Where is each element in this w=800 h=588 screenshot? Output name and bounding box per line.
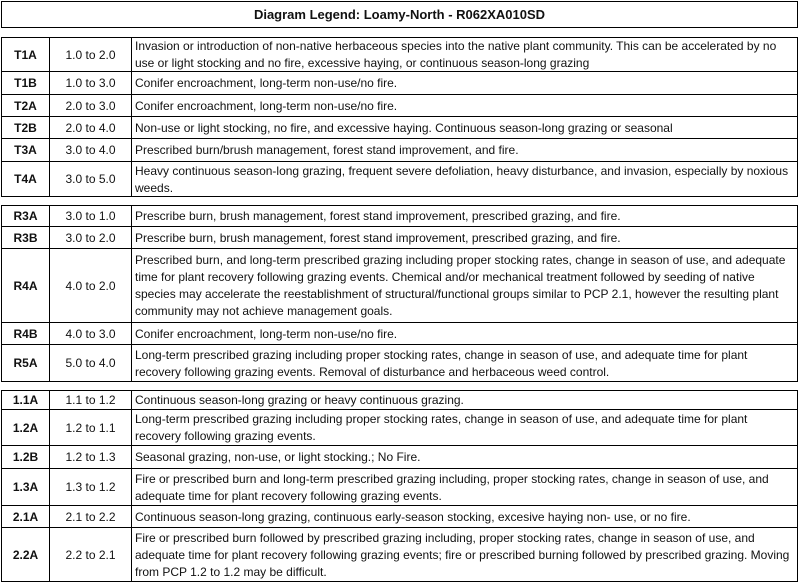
table-row bbox=[2, 469, 797, 506]
table-row bbox=[2, 37, 797, 72]
table-row bbox=[2, 323, 797, 345]
row-description: Long-term prescribed grazing including proper stocking rates, change in season of use, and adequate time for plant recovery following grazing events. bbox=[135, 412, 748, 443]
pathways-group bbox=[1, 390, 798, 582]
row-description: Non-use or light stocking, no fire, and excessive haying. Continuous season-long grazing or seasonal bbox=[135, 120, 673, 135]
row-range: 3.0 to 4.0 bbox=[50, 139, 132, 161]
row-code: 1.2B bbox=[2, 446, 50, 468]
row-range: 1.2 to 1.3 bbox=[50, 446, 132, 468]
row-range: 5.0 to 4.0 bbox=[50, 345, 132, 381]
table-row bbox=[2, 410, 797, 446]
table-row bbox=[2, 95, 797, 117]
row-description: Continuous season-long grazing, continuous early-season stocking, excesive haying non- use, or no fire. bbox=[135, 509, 691, 524]
row-range: 3.0 to 2.0 bbox=[50, 227, 132, 248]
table-row bbox=[2, 446, 797, 469]
table-row bbox=[2, 162, 797, 197]
row-range: 1.2 to 1.1 bbox=[50, 410, 132, 445]
row-range: 2.2 to 2.1 bbox=[50, 528, 132, 581]
row-code: 1.1A bbox=[2, 391, 50, 409]
row-code: T2B bbox=[2, 117, 50, 138]
row-description: Conifer encroachment, long-term non-use/no fire. bbox=[135, 326, 398, 341]
row-code: T1A bbox=[2, 38, 50, 71]
table-row bbox=[2, 528, 797, 582]
row-code: T1B bbox=[2, 72, 50, 94]
table-row bbox=[2, 72, 797, 95]
table-row bbox=[2, 227, 797, 249]
row-range: 1.0 to 2.0 bbox=[50, 38, 132, 71]
table-row bbox=[2, 345, 797, 382]
row-code: 2.1A bbox=[2, 506, 50, 527]
table-row bbox=[2, 506, 797, 528]
row-description: Invasion or introduction of non-native herbaceous species into the native plant community. This can be accelerated by no use or light stocking and no fire, excessive haying, or continuous season-long grazing bbox=[135, 39, 777, 70]
table-row bbox=[2, 117, 797, 139]
row-description: Conifer encroachment, long-term non-use/no fire. bbox=[135, 76, 398, 90]
row-range: 1.0 to 3.0 bbox=[50, 72, 132, 94]
row-range: 3.0 to 5.0 bbox=[50, 162, 132, 196]
row-description: Prescribe burn, brush management, forest stand improvement, prescribed grazing, and fire. bbox=[135, 230, 621, 245]
row-description: Prescribe burn, brush management, forest stand improvement, prescribed grazing, and fire. bbox=[135, 209, 621, 223]
row-code: R5A bbox=[2, 345, 50, 381]
row-code: T2A bbox=[2, 95, 50, 116]
row-code: 1.3A bbox=[2, 469, 50, 505]
table-row bbox=[2, 205, 797, 227]
row-code: R4A bbox=[2, 249, 50, 322]
row-code: R3B bbox=[2, 227, 50, 248]
legend-title: Diagram Legend: Loamy-North - R062XA010SD bbox=[1, 1, 798, 28]
row-range: 4.0 to 2.0 bbox=[50, 249, 132, 322]
row-description: Fire or prescribed burn and long-term prescribed grazing including, proper stocking rates, change in season of use, and adequate time for plant recovery following grazing events. bbox=[135, 471, 769, 503]
row-code: T3A bbox=[2, 139, 50, 161]
row-description: Long-term prescribed grazing including proper stocking rates, change in season of use, and adequate time for plant recovery following grazing events. Removal of disturbance and herbaceous weed control. bbox=[135, 347, 748, 379]
row-range: 2.0 to 3.0 bbox=[50, 95, 132, 116]
row-code: T4A bbox=[2, 162, 50, 196]
restorations-group bbox=[1, 205, 798, 382]
row-description: Conifer encroachment, long-term non-use/no fire. bbox=[135, 98, 398, 113]
row-code: 1.2A bbox=[2, 410, 50, 445]
row-range: 3.0 to 1.0 bbox=[50, 206, 132, 226]
row-description: Heavy continuous season-long grazing, frequent severe defoliation, heavy disturbance, and invasion, especially by noxious weeds. bbox=[135, 163, 789, 195]
legend-table bbox=[1, 1, 798, 586]
row-description: Continuous season-long grazing or heavy continuous grazing. bbox=[135, 393, 464, 407]
row-description: Prescribed burn, and long-term prescribed grazing including proper stocking rates, change in season of use, and adequate time for plant recovery following grazing events. Chemical and/or mechanical treatment followed by seeding of native species may accelerate the reestablishment of structural/functional groups similar to PCP 2.1, however the resulting plant community may not achieve management goals. bbox=[135, 253, 786, 318]
row-range: 4.0 to 3.0 bbox=[50, 323, 132, 344]
row-range: 2.0 to 4.0 bbox=[50, 117, 132, 138]
row-description: Seasonal grazing, non-use, or light stocking.; No Fire. bbox=[135, 450, 421, 464]
transitions-group bbox=[1, 37, 798, 197]
table-row bbox=[2, 390, 797, 410]
row-range: 2.1 to 2.2 bbox=[50, 506, 132, 527]
row-range: 1.1 to 1.2 bbox=[50, 391, 132, 409]
row-code: 2.2A bbox=[2, 528, 50, 581]
row-code: R4B bbox=[2, 323, 50, 344]
row-range: 1.3 to 1.2 bbox=[50, 469, 132, 505]
row-description: Prescribed burn/brush management, forest stand improvement, and fire. bbox=[135, 143, 519, 157]
table-row bbox=[2, 139, 797, 162]
row-description: Fire or prescribed burn followed by prescribed grazing including, proper stocking rates, change in season of use, and adequate time for plant recovery following grazing events; fire or prescribed burning followed by prescribed grazing. Moving from PCP 1.2 to 1.2 may be difficult. bbox=[135, 530, 790, 579]
row-code: R3A bbox=[2, 206, 50, 226]
table-row bbox=[2, 249, 797, 323]
